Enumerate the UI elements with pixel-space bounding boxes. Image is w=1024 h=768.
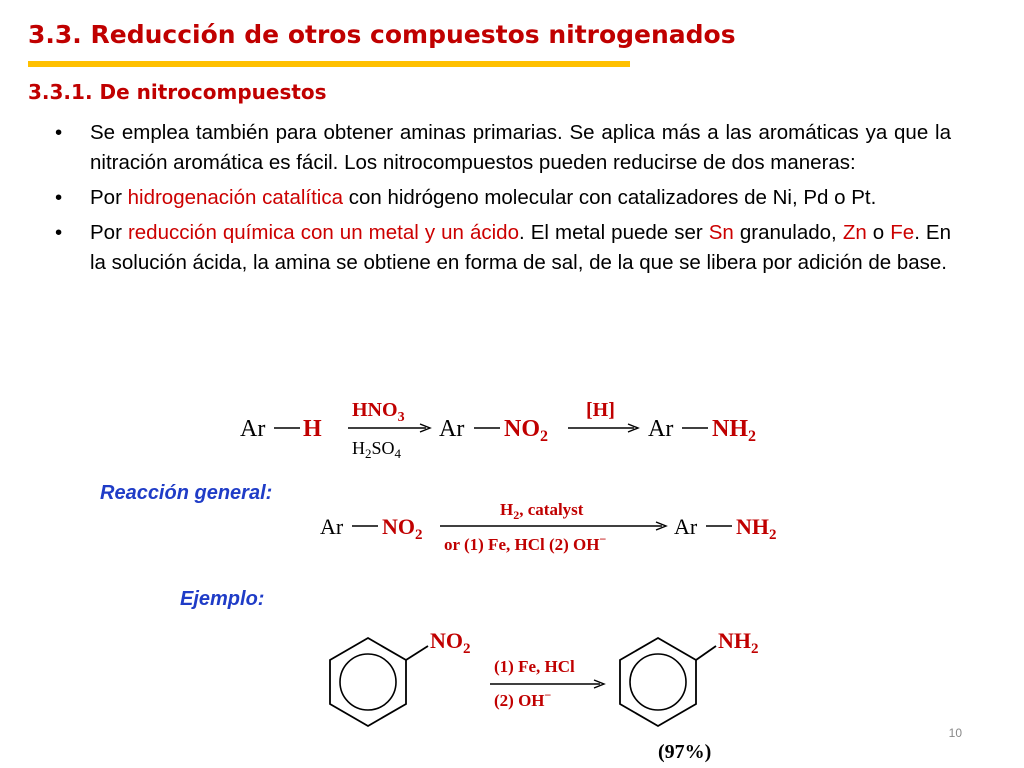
bullet-list (45, 118, 951, 283)
nitro-group-label: $NO_2$ (430, 628, 471, 657)
reagent-oh: (2) OH− (494, 688, 552, 710)
bullet-text-pre: Por (90, 186, 128, 209)
highlight-fe: Fe (890, 221, 915, 244)
nitration-reduction-scheme (230, 392, 790, 464)
bullet-dot: • (55, 186, 63, 209)
bond-line (696, 646, 716, 660)
section-subtitle: 3.3.1. De nitrocompuestos (28, 80, 327, 104)
aryl-label: Ar (320, 514, 344, 539)
aryl-label: Ar (648, 416, 674, 442)
reagent-h: [H] (586, 399, 615, 421)
aryl-label: Ar (240, 416, 266, 442)
amino-group-label: $NH_2$ (718, 628, 759, 657)
bullet-text-post: con hidrógeno molecular con catalizadores de Ni, Pd o Pt. (343, 186, 877, 209)
bond-line (406, 646, 428, 660)
nitro-group-label: $NO_2$ (504, 416, 548, 445)
reagent-h2so4: $H_2SO_4$ (352, 438, 402, 461)
bullet-item-3 (45, 218, 951, 278)
bullet-text-mid: granulado, (733, 221, 843, 244)
benzene-ring-icon (330, 638, 406, 726)
general-reaction-scheme (312, 494, 792, 558)
slide-title: 3.3. Reducción de otros compuestos nitrogenados (28, 20, 736, 49)
title-underline (28, 61, 630, 67)
bullet-dot: • (55, 121, 63, 144)
example-reaction-scheme (318, 620, 788, 765)
nitro-group-label: $NO_2$ (382, 514, 423, 543)
example-caption: Ejemplo: (180, 588, 265, 610)
page-number: 10 (948, 726, 962, 740)
reagent-hno3: $HNO_3$ (352, 399, 405, 425)
bullet-item-2 (45, 183, 951, 213)
highlight-zn: Zn (842, 221, 867, 244)
aryl-label: Ar (439, 416, 465, 442)
highlight-sn: Sn (708, 221, 734, 244)
bullet-text-mid: . El metal puede ser (518, 221, 709, 244)
bullet-text-mid: o (866, 221, 891, 244)
bullet-text-pre: Por (90, 221, 128, 244)
yield-label: (97%) (658, 741, 712, 763)
reagent-h2-catalyst: $H_2$, catalyst (500, 500, 584, 522)
aryl-label: Ar (674, 514, 698, 539)
reagent-fe-hcl: (1) Fe, HCl (494, 657, 575, 676)
highlight-chemical-reduction: reducción química con un metal y un ácido (127, 221, 519, 244)
highlight-catalytic-hydrogenation: hidrogenación catalítica (127, 186, 343, 209)
reagent-fe-hcl-oh: or (1) Fe, HCl (2) OH− (444, 532, 607, 554)
bullet-item-1 (45, 118, 951, 178)
hydrogen-label: H (303, 416, 322, 442)
benzene-ring-icon (620, 638, 696, 726)
bullet-text-post: . En la solución ácida, la amina se obtiene en forma de sal, de la que se libera por adición de base. (90, 221, 952, 274)
amino-group-label: $NH_2$ (736, 514, 777, 543)
amino-group-label: $NH_2$ (712, 416, 756, 445)
bullet-dot: • (55, 221, 63, 244)
general-reaction-caption: Reacción general: (100, 482, 273, 504)
bullet-text: Se emplea también para obtener aminas primarias. Se aplica más a las aromáticas ya que la nitración aromática es fácil. Los nitrocompuestos pueden reducirse de dos maneras: (90, 121, 951, 174)
